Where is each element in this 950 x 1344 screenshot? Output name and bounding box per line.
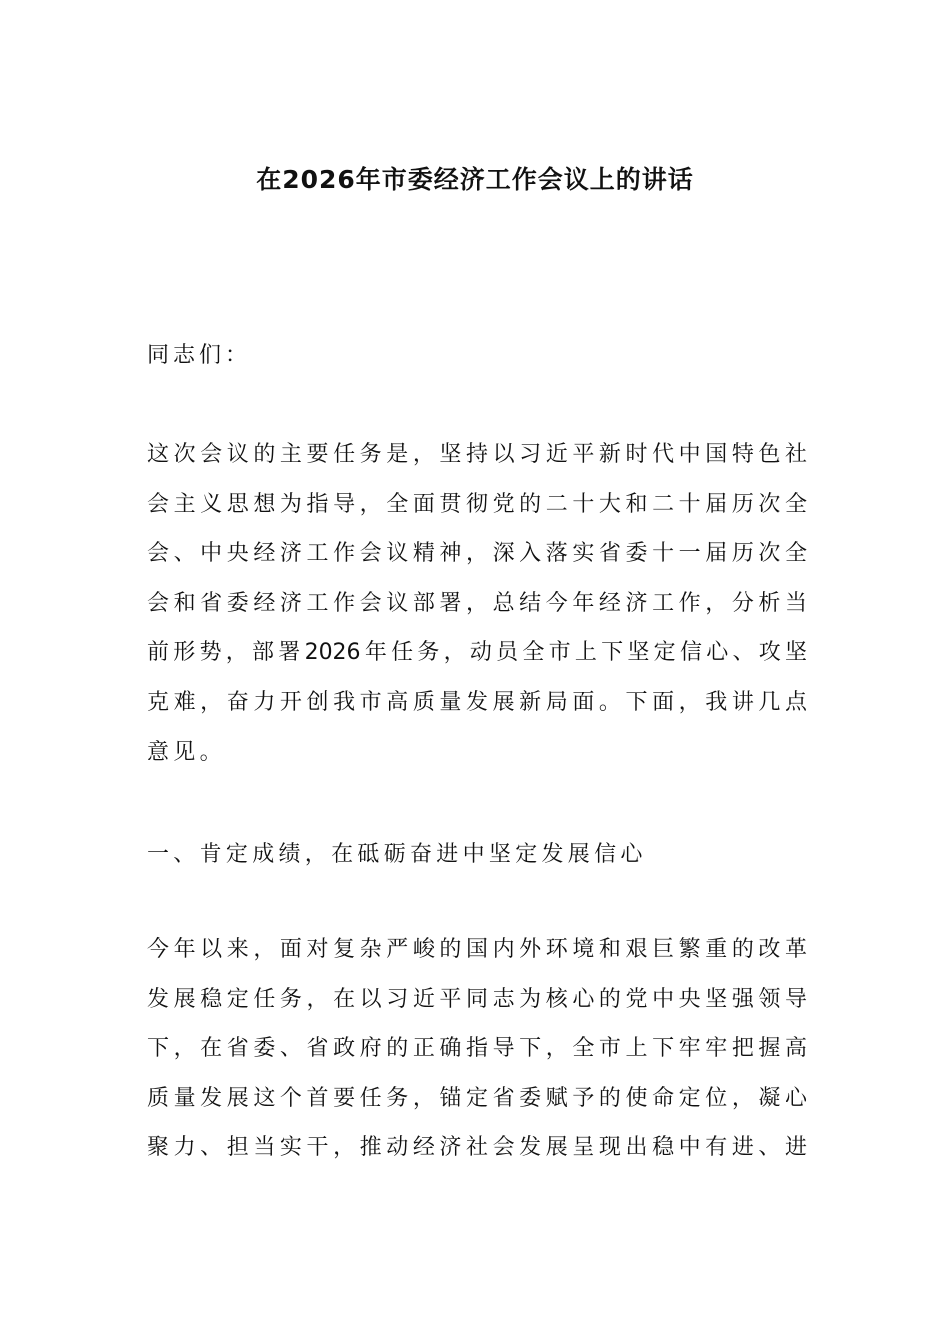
- text-line: 发展稳定任务，在以习近平同志为核心的党中央坚强领导: [147, 986, 807, 1012]
- section-heading: [147, 830, 807, 880]
- paragraph-intro: [147, 430, 807, 777]
- document-title: 在2026年市委经济工作会议上的讲话: [256, 165, 694, 194]
- text-line: 质量发展这个首要任务，锚定省委赋予的使命定位，凝心: [147, 1085, 807, 1111]
- text-line: 会主义思想为指导，全面贯彻党的二十大和二十届历次全: [147, 491, 807, 517]
- text-line: 会和省委经济工作会议部署，总结今年经济工作，分析当: [147, 590, 807, 616]
- paragraph-achievements: [147, 925, 807, 1173]
- text-line: 今年以来，面对复杂严峻的国内外环境和艰巨繁重的改革: [147, 937, 807, 962]
- text-line: 意见。: [147, 739, 226, 765]
- text-line: 聚力、担当实干，推动经济社会发展呈现出稳中有进、进: [147, 1135, 807, 1161]
- section-heading-text: 一、肯定成绩，在砥砺奋进中坚定发展信心: [147, 842, 647, 867]
- greeting: [147, 331, 807, 381]
- text-line: 前形势，部署2026年任务，动员全市上下坚定信心、攻坚: [147, 640, 807, 666]
- text-line: 克难，奋力开创我市高质量发展新局面。下面，我讲几点: [147, 689, 807, 715]
- text-line: 会、中央经济工作会议精神，深入落实省委十一届历次全: [147, 541, 807, 567]
- text-line: 这次会议的主要任务是，坚持以习近平新时代中国特色社: [147, 442, 807, 467]
- text-line: 下，在省委、省政府的正确指导下，全市上下牢牢把握高: [147, 1036, 807, 1062]
- greeting-text: 同志们：: [147, 343, 252, 368]
